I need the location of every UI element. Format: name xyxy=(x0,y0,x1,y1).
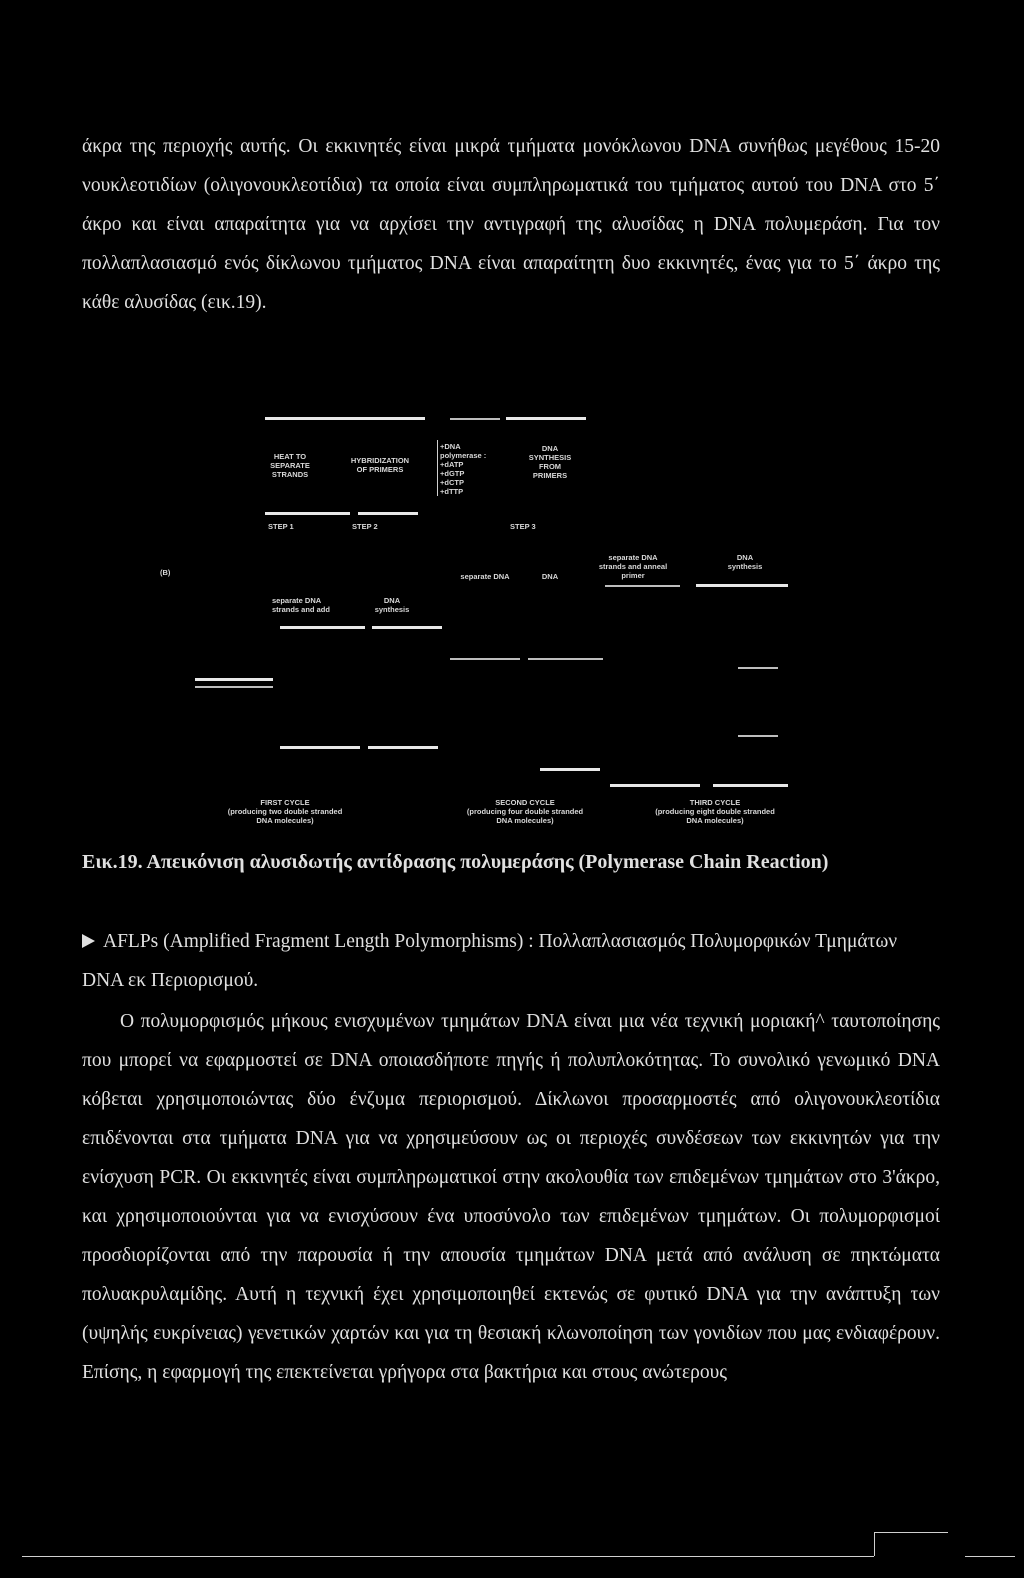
dna-strand xyxy=(605,585,680,587)
dna-strand xyxy=(280,746,360,749)
label-separate-2: separate DNA xyxy=(460,572,510,581)
part-b-label: (B) xyxy=(160,568,171,577)
paragraph-aflp: Ο πολυμορφισμός μήκους ενισχυμένων τμημάτων DNA είναι μια νέα τεχνική μοριακή^ ταυτοποίησης που μπορεί να εφαρμοστεί σε DNA οποιασδήποτε πηγής ή πολυπλοκότητας. Το συνολικό γενωμικό DNA κόβεται χρησιμοποιώντας δύο ένζυμα περιορισμού. Δίκλωνοι προσαρμοστές από ολιγονουκλεοτίδια επιδένονται στα τμήματα DNA για να χρησιμεύσουν ως οι περιοχές συνδέσεων των εκκινητών για την ενίσχυση PCR. Οι εκκινητές είναι συμπληρωματικοί στην ακολουθία των επιδεμένων τμημάτων στο 3'άκρο, και χρησιμοποιούνται για να ενισχύσουν ένα υποσύνολο των επιδεμένων τμημάτων. Οι πολυμορφισμοί προσδιορίζονται από την παρουσία ή την απουσία τμημάτων DNA μετά από ανάλυση σε πηκτώματα πολυακρυλαμίδης. Αυτή η τεχνική έχει χρησιμοποιηθεί εκτενώς σε φυτικό DNA για την ανάπτυξη των (υψηλής ευκρίνειας) γενετικών χαρτών και για τη θεσιακή κλωνοποίηση των γονιδίων που μας ενδιαφέρουν. Επίσης, η εφαρμογή της επεκτείνεται γρήγορα στα βακτήρια και στους ανώτερους xyxy=(82,1011,940,1383)
dna-strand xyxy=(528,658,603,660)
footer-rule-left xyxy=(22,1556,874,1557)
dna-strand xyxy=(738,735,778,737)
dna-strand xyxy=(265,512,350,515)
dna-strand xyxy=(610,784,700,787)
dna-strand xyxy=(540,768,600,771)
label-separate-1: separate DNA strands and add xyxy=(272,596,330,614)
step-1-label: STEP 1 xyxy=(268,522,294,531)
dna-strand xyxy=(265,417,365,420)
label-heat: HEAT TO SEPARATE STRANDS xyxy=(270,452,310,479)
dna-strand xyxy=(450,418,500,420)
dna-strand xyxy=(195,686,273,688)
label-dna-synthesis-1: DNA synthesis xyxy=(374,596,410,614)
divider xyxy=(437,440,438,496)
pcr-figure xyxy=(150,400,810,840)
first-cycle-label: FIRST CYCLE (producing two double stranded DNA molecules) xyxy=(227,798,343,825)
dna-strand xyxy=(372,626,442,629)
dna-strand xyxy=(368,746,438,749)
label-reagents: +DNA polymerase : +dATP +dGTP +dCTP +dTTP xyxy=(440,442,487,496)
label-hybridization: HYBRIDIZATION OF PRIMERS xyxy=(350,456,410,474)
dna-strand xyxy=(696,584,788,587)
aflp-heading-text: AFLPs (Amplified Fragment Length Polymorphisms) : Πολλαπλασιασμός Πολυμορφικών Τμημάτων DNA εκ Περιορισμού. xyxy=(82,931,898,991)
second-cycle-label: SECOND CYCLE (producing four double stranded DNA molecules) xyxy=(466,798,584,825)
footer-rule-step-vertical xyxy=(874,1532,875,1556)
dna-strand xyxy=(195,678,273,681)
footer-rule-right xyxy=(965,1556,1015,1557)
label-dna-2: DNA xyxy=(541,572,559,581)
label-dna-synthesis-3: DNA synthesis xyxy=(727,553,763,571)
dna-strand xyxy=(280,626,365,629)
label-separate-3: separate DNA strands and anneal primer xyxy=(598,553,668,580)
dna-strand xyxy=(358,512,418,515)
third-cycle-label: THIRD CYCLE (producing eight double stranded DNA molecules) xyxy=(655,798,775,825)
figure-caption: Εικ.19. Απεικόνιση αλυσιδωτής αντίδρασης πολυμεράσης (Polymerase Chain Reaction) xyxy=(82,851,829,873)
step-3-label: STEP 3 xyxy=(510,522,536,531)
dna-strand xyxy=(738,667,778,669)
triangle-bullet-icon xyxy=(82,934,95,948)
dna-strand xyxy=(365,417,425,420)
label-synthesis: DNA SYNTHESIS FROM PRIMERS xyxy=(528,444,572,480)
dna-strand xyxy=(450,658,520,660)
footer-rule-step-top xyxy=(874,1532,948,1533)
aflp-heading xyxy=(82,922,940,1000)
dna-strand xyxy=(506,417,586,420)
dna-strand xyxy=(713,784,788,787)
paragraph-primers: άκρα της περιοχής αυτής. Οι εκκινητές είναι μικρά τμήματα μονόκλωνου DNA συνήθως μεγέθους 15-20 νουκλεοτιδίων (ολιγονουκλεοτίδια) τα οποία είναι συμπληρωματικά του τμήματος αυτού του DNA στο 5΄ άκρο και είναι απαραίτητα για να αρχίσει την αντιγραφή της αλυσίδας η DNA πολυμεράση. Για τον πολλαπλασιασμό ενός δίκλωνου τμήματος DNA είναι απαραίτητη δυο εκκινητές, ένας για το 5΄ άκρο της κάθε αλυσίδας (εικ.19). xyxy=(82,136,940,313)
step-2-label: STEP 2 xyxy=(352,522,378,531)
